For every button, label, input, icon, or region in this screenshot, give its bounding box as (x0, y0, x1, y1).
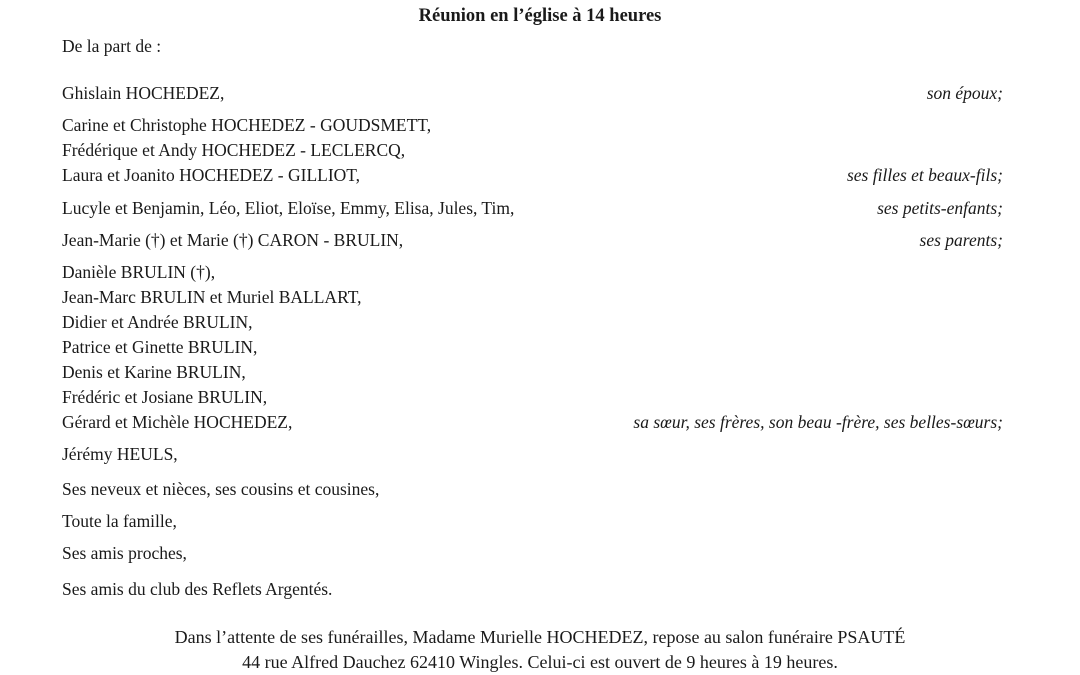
text-line: Patrice et Ginette BRULIN, (62, 337, 258, 357)
text-line: Frédéric et Josiane BRULIN, (62, 387, 268, 407)
text-line: Carine et Christophe HOCHEDEZ - GOUDSMETT, (62, 115, 432, 135)
text-line: Didier et Andrée BRULIN, (62, 312, 253, 332)
text-line: Gérard et Michèle HOCHEDEZ, (62, 412, 293, 432)
text-line: Toute la famille, (62, 511, 177, 531)
relation-label: ses petits-enfants; (877, 198, 1003, 218)
text-line: Jérémy HEULS, (62, 444, 178, 464)
relation-label: son époux; (926, 83, 1003, 103)
text-line: Jean-Marc BRULIN et Muriel BALLART, (62, 287, 362, 307)
relation-label: sa sœur, ses frères, son beau -frère, ses belles-sœurs; (633, 412, 1003, 432)
text-line: Frédérique et Andy HOCHEDEZ - LECLERCQ, (62, 140, 406, 160)
text-line: Ghislain HOCHEDEZ, (62, 83, 225, 103)
text-line: Ses neveux et nièces, ses cousins et cousines, (62, 479, 380, 499)
footer-line: 44 rue Alfred Dauchez 62410 Wingles. Celui-ci est ouvert de 9 heures à 19 heures. (242, 652, 838, 672)
text-line: Danièle BRULIN (†), (62, 262, 216, 282)
text-line: Laura et Joanito HOCHEDEZ - GILLIOT, (62, 165, 361, 185)
footer-line: Dans l’attente de ses funérailles, Madame Murielle HOCHEDEZ, repose au salon funéraire PSAUTÉ (174, 627, 906, 647)
text-line: Denis et Karine BRULIN, (62, 362, 246, 382)
text-line: De la part de : (62, 36, 162, 56)
document-title: Réunion en l’église à 14 heures (418, 6, 662, 26)
text-line: Ses amis proches, (62, 543, 187, 563)
text-line: Ses amis du club des Reflets Argentés. (62, 579, 333, 599)
text-line: Lucyle et Benjamin, Léo, Eliot, Eloïse, Emmy, Elisa, Jules, Tim, (62, 198, 515, 218)
text-line: Jean-Marie (†) et Marie (†) CARON - BRULIN, (62, 230, 404, 250)
relation-label: ses parents; (919, 230, 1003, 250)
relation-label: ses filles et beaux-fils; (846, 165, 1003, 185)
